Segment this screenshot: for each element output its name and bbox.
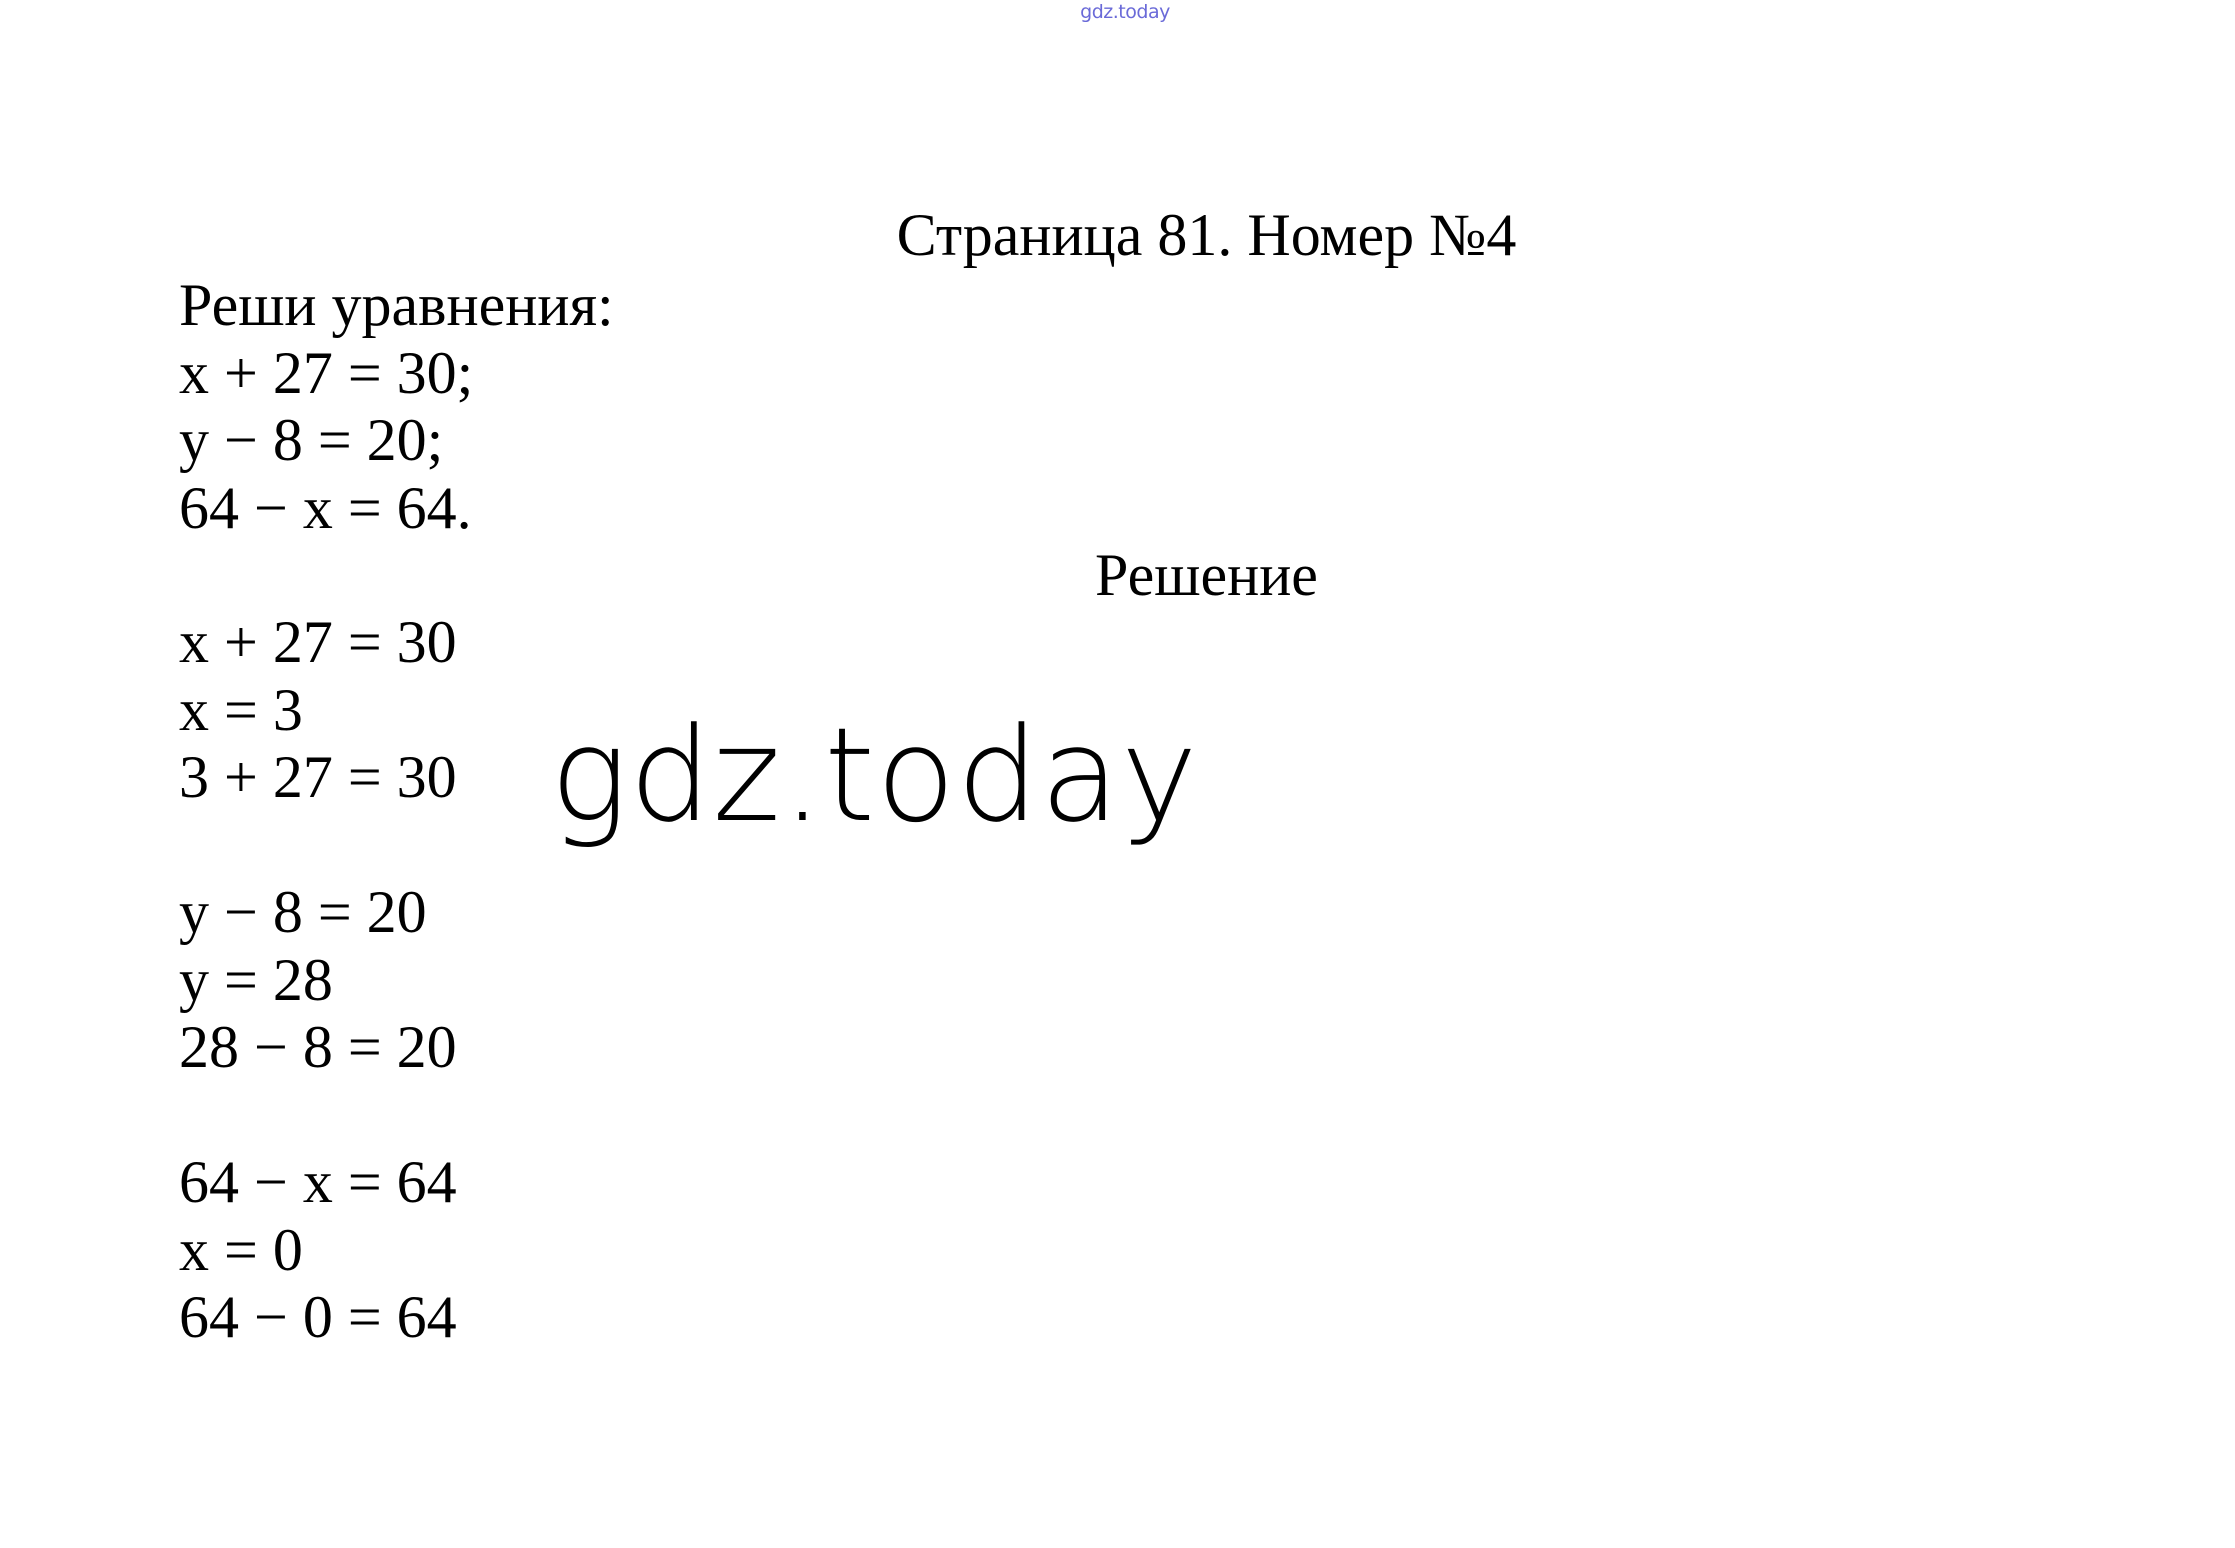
center-watermark: gdz.today (550, 699, 1199, 851)
solution-line: 64 − 0 = 64 (179, 1284, 457, 1350)
task-instruction: Реши уравнения: (179, 272, 614, 338)
solution-line: x + 27 = 30 (179, 609, 457, 675)
task-equation: 64 − x = 64. (179, 474, 472, 541)
solution-line: x = 0 (179, 1216, 303, 1283)
solution-line: 28 − 8 = 20 (179, 1014, 457, 1080)
top-watermark: gdz.today (1080, 1, 1170, 23)
solution-line: y = 28 (179, 946, 333, 1013)
task-equation: y − 8 = 20; (179, 407, 444, 473)
solution-line: y − 8 = 20 (179, 879, 427, 945)
solution-line: 3 + 27 = 30 (179, 744, 457, 810)
solution-group-64-minus-x (179, 1149, 457, 1352)
solution-line: 64 − x = 64 (179, 1149, 457, 1215)
solution-heading: Решение (1095, 542, 1318, 608)
solution-group-y-minus-8 (179, 879, 457, 1082)
page-title: Страница 81. Номер №4 (896, 202, 1517, 268)
task-block (179, 272, 614, 542)
task-equation: x + 27 = 30; (179, 339, 474, 406)
solution-line: x = 3 (179, 676, 303, 743)
solution-group-x-plus-27 (179, 609, 457, 812)
